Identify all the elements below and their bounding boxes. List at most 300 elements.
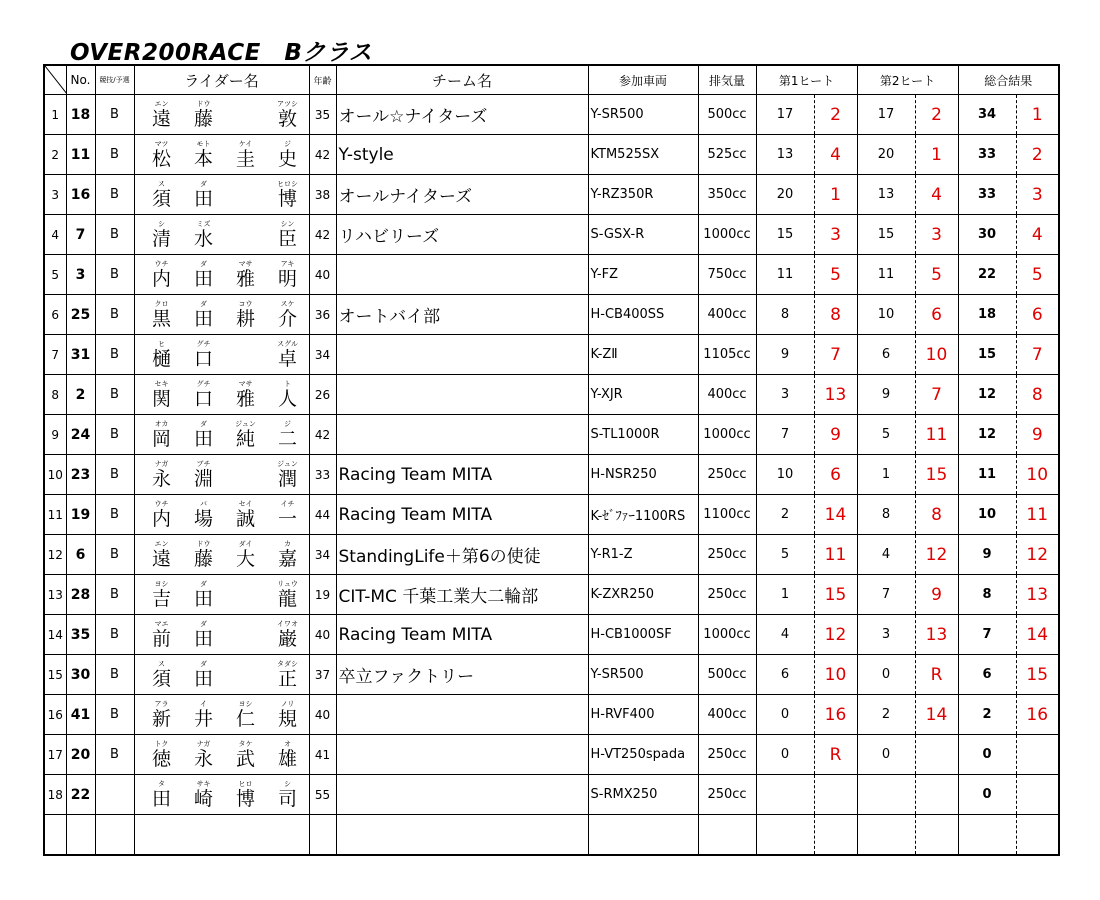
heat1-rank: 16 (814, 695, 857, 735)
heat1-points: 0 (756, 695, 814, 735)
kanji: 史 (277, 147, 297, 170)
total-rank: 16 (1016, 695, 1059, 735)
furigana: スグル (277, 339, 298, 348)
furigana: ケイ (238, 139, 253, 148)
furigana: トク (154, 739, 169, 748)
cc-cell: 1100cc (698, 495, 756, 535)
furigana: ダ (200, 579, 207, 588)
total-points: 6 (958, 655, 1016, 695)
team-cell (336, 255, 588, 295)
header-age: 年齢 (309, 65, 336, 95)
empty-cell (756, 815, 814, 856)
kanji: 内 (151, 507, 171, 530)
heat1-rank (814, 775, 857, 815)
rider-number: 3 (66, 255, 95, 295)
kanji: 博 (235, 787, 255, 810)
header-heat2: 第2ヒート (857, 65, 958, 95)
heat1-points: 6 (756, 655, 814, 695)
class-cell: B (95, 455, 134, 495)
row-index: 3 (44, 175, 66, 215)
furigana: ヒ (158, 339, 165, 348)
total-rank: 1 (1016, 95, 1059, 135)
kanji: 藤 (193, 107, 213, 130)
bike-cell: H-RVF400 (588, 695, 698, 735)
total-rank: 12 (1016, 535, 1059, 575)
bike-cell: Y-R1-Z (588, 535, 698, 575)
kanji: 人 (277, 387, 297, 410)
heat1-points: 5 (756, 535, 814, 575)
name-char (183, 461, 225, 489)
cc-cell: 1000cc (698, 215, 756, 255)
name-char (267, 661, 309, 689)
heat1-points: 1 (756, 575, 814, 615)
furigana (225, 341, 267, 350)
name-char (141, 661, 183, 689)
furigana: シ (158, 219, 165, 228)
furigana: ウチ (154, 499, 169, 508)
team-cell (336, 735, 588, 775)
kanji: 田 (193, 427, 213, 450)
name-char (183, 261, 225, 289)
total-rank: 9 (1016, 415, 1059, 455)
furigana: ス (158, 659, 165, 668)
kanji: 田 (193, 187, 213, 210)
row-index: 15 (44, 655, 66, 695)
table-row (44, 135, 1059, 175)
name-char (267, 621, 309, 649)
heat2-rank: 5 (915, 255, 958, 295)
heat1-points: 20 (756, 175, 814, 215)
corner-cell (44, 65, 66, 95)
heat1-rank: 2 (814, 95, 857, 135)
bike-cell: K-ｾﾞﾌｧｰ1100RS (588, 495, 698, 535)
age-cell: 42 (309, 135, 336, 175)
kanji: 臣 (277, 227, 297, 250)
cc-cell: 1000cc (698, 615, 756, 655)
furigana (225, 621, 267, 630)
row-index: 5 (44, 255, 66, 295)
name-char (183, 181, 225, 209)
total-points: 7 (958, 615, 1016, 655)
heat2-rank: 13 (915, 615, 958, 655)
furigana: ト (284, 379, 291, 388)
heat1-rank: 12 (814, 615, 857, 655)
furigana: セキ (154, 379, 169, 388)
kanji: 博 (277, 187, 297, 210)
kanji: 敦 (277, 107, 297, 130)
rider-name-cell (134, 375, 309, 415)
bike-cell: H-CB1000SF (588, 615, 698, 655)
empty-cell (66, 815, 95, 856)
rider-number: 2 (66, 375, 95, 415)
rider-number: 22 (66, 775, 95, 815)
table-row (44, 615, 1059, 655)
furigana: タケ (238, 739, 253, 748)
furigana: ジ (284, 419, 291, 428)
heat2-rank: 12 (915, 535, 958, 575)
furigana: ウチ (154, 259, 169, 268)
name-char (267, 461, 309, 489)
kanji: 潤 (277, 467, 297, 490)
name-char (267, 581, 309, 609)
rider-name-cell (134, 695, 309, 735)
heat1-rank: 3 (814, 215, 857, 255)
kanji: 遠 (151, 107, 171, 130)
age-cell: 36 (309, 295, 336, 335)
total-points: 8 (958, 575, 1016, 615)
heat1-rank: 4 (814, 135, 857, 175)
name-char (141, 741, 183, 769)
name-char (225, 101, 267, 129)
kanji: 卓 (277, 347, 297, 370)
kanji: 田 (151, 787, 171, 810)
heat1-points: 9 (756, 335, 814, 375)
heat2-points: 9 (857, 375, 915, 415)
kanji: 誠 (235, 507, 255, 530)
kanji: 黒 (151, 307, 171, 330)
total-rank: 7 (1016, 335, 1059, 375)
furigana (225, 461, 267, 470)
rider-name (141, 501, 309, 529)
furigana: コウ (238, 299, 253, 308)
rider-number: 6 (66, 535, 95, 575)
team-cell: 卒立ファクトリー (336, 655, 588, 695)
name-char (267, 141, 309, 169)
kanji: 規 (277, 707, 297, 730)
table-row (44, 455, 1059, 495)
team-cell: Racing Team MITA (336, 455, 588, 495)
furigana: タ (158, 779, 165, 788)
rider-name (141, 341, 309, 369)
diagonal-line (45, 66, 66, 94)
rider-name (141, 661, 309, 689)
name-char (225, 741, 267, 769)
name-char (183, 301, 225, 329)
name-char (267, 181, 309, 209)
team-cell: リハビリーズ (336, 215, 588, 255)
total-rank: 13 (1016, 575, 1059, 615)
name-char (141, 421, 183, 449)
kanji: 井 (193, 707, 213, 730)
heat2-points: 1 (857, 455, 915, 495)
furigana: イワオ (277, 619, 298, 628)
kanji: 純 (235, 427, 255, 450)
name-char (183, 381, 225, 409)
name-char (267, 221, 309, 249)
name-char (183, 141, 225, 169)
kanji: 水 (193, 227, 213, 250)
heat2-points: 7 (857, 575, 915, 615)
age-cell: 34 (309, 535, 336, 575)
total-points: 10 (958, 495, 1016, 535)
total-points: 15 (958, 335, 1016, 375)
heat2-rank: R (915, 655, 958, 695)
furigana: ダ (200, 179, 207, 188)
rider-name-cell (134, 415, 309, 455)
kanji: 本 (193, 147, 213, 170)
class-cell: B (95, 215, 134, 255)
cc-cell: 500cc (698, 655, 756, 695)
furigana: シン (280, 219, 295, 228)
rider-name (141, 461, 309, 489)
heat1-points: 4 (756, 615, 814, 655)
heat1-rank: 5 (814, 255, 857, 295)
total-rank: 14 (1016, 615, 1059, 655)
age-cell: 42 (309, 415, 336, 455)
rider-name (141, 621, 309, 649)
name-char (225, 181, 267, 209)
heat1-rank: 8 (814, 295, 857, 335)
row-index: 8 (44, 375, 66, 415)
kanji: 淵 (193, 467, 213, 490)
furigana: グチ (196, 379, 211, 388)
kanji: 龍 (277, 587, 297, 610)
empty-row (44, 815, 1059, 856)
rider-name-cell (134, 455, 309, 495)
furigana: シ (284, 779, 291, 788)
name-char (267, 541, 309, 569)
heat2-rank: 14 (915, 695, 958, 735)
row-index: 4 (44, 215, 66, 255)
class-cell: B (95, 695, 134, 735)
team-cell (336, 375, 588, 415)
total-rank: 10 (1016, 455, 1059, 495)
name-char (225, 141, 267, 169)
empty-cell (814, 815, 857, 856)
rider-name (141, 301, 309, 329)
furigana: アキ (280, 259, 295, 268)
kanji: 介 (277, 307, 297, 330)
name-char (141, 221, 183, 249)
header-bike: 参加車両 (588, 65, 698, 95)
furigana: アラ (154, 699, 169, 708)
page-title: OVER200RACE Bクラス (70, 40, 373, 66)
name-char (141, 501, 183, 529)
age-cell: 40 (309, 615, 336, 655)
table-row (44, 95, 1059, 135)
row-index: 11 (44, 495, 66, 535)
age-cell: 38 (309, 175, 336, 215)
heat1-rank: 13 (814, 375, 857, 415)
furigana: ダ (200, 419, 207, 428)
name-char (183, 101, 225, 129)
heat2-rank: 3 (915, 215, 958, 255)
name-char (225, 461, 267, 489)
furigana: ダ (200, 619, 207, 628)
heat1-rank: 7 (814, 335, 857, 375)
name-char (225, 621, 267, 649)
bike-cell: H-VT250spada (588, 735, 698, 775)
age-cell: 33 (309, 455, 336, 495)
rider-name-cell (134, 535, 309, 575)
bike-cell: S-GSX-R (588, 215, 698, 255)
total-rank: 3 (1016, 175, 1059, 215)
heat2-rank: 11 (915, 415, 958, 455)
class-cell: B (95, 335, 134, 375)
header-row (44, 65, 1059, 95)
heat2-points: 11 (857, 255, 915, 295)
furigana: ドウ (196, 539, 211, 548)
furigana: クロ (154, 299, 169, 308)
team-cell: StandingLife＋第6の使徒 (336, 535, 588, 575)
table-row (44, 775, 1059, 815)
kanji: 田 (193, 307, 213, 330)
rider-name-cell (134, 175, 309, 215)
heat1-points: 2 (756, 495, 814, 535)
total-rank: 6 (1016, 295, 1059, 335)
rider-name (141, 421, 309, 449)
cc-cell: 350cc (698, 175, 756, 215)
rider-number: 18 (66, 95, 95, 135)
team-cell (336, 335, 588, 375)
heat2-points: 0 (857, 735, 915, 775)
table-body (44, 95, 1059, 856)
name-char (141, 261, 183, 289)
table-row (44, 295, 1059, 335)
age-cell: 42 (309, 215, 336, 255)
row-index: 1 (44, 95, 66, 135)
table-row (44, 495, 1059, 535)
furigana: ミズ (196, 219, 211, 228)
rider-number: 28 (66, 575, 95, 615)
row-index: 9 (44, 415, 66, 455)
row-index: 16 (44, 695, 66, 735)
name-char (225, 581, 267, 609)
class-cell: B (95, 175, 134, 215)
rider-name (141, 581, 309, 609)
table-row (44, 375, 1059, 415)
furigana: エン (154, 539, 169, 548)
header-cc: 排気量 (698, 65, 756, 95)
name-char (267, 301, 309, 329)
furigana: アツシ (277, 99, 298, 108)
heat1-points: 8 (756, 295, 814, 335)
empty-cell (1016, 815, 1059, 856)
kanji: 仁 (235, 707, 255, 730)
kanji: 雅 (235, 267, 255, 290)
kanji: 明 (277, 267, 297, 290)
heat2-rank (915, 775, 958, 815)
heat2-rank: 6 (915, 295, 958, 335)
age-cell: 19 (309, 575, 336, 615)
heat1-rank: 6 (814, 455, 857, 495)
furigana: ダ (200, 659, 207, 668)
kanji: 田 (193, 627, 213, 650)
kanji: 岡 (151, 427, 171, 450)
name-char (183, 501, 225, 529)
heat2-points: 3 (857, 615, 915, 655)
team-cell: オール☆ナイターズ (336, 95, 588, 135)
heat2-points: 15 (857, 215, 915, 255)
kanji: 遠 (151, 547, 171, 570)
furigana: ダイ (238, 539, 253, 548)
header-rider: ライダー名 (134, 65, 309, 95)
name-char (225, 541, 267, 569)
empty-cell (44, 815, 66, 856)
row-index: 7 (44, 335, 66, 375)
rider-name-cell (134, 495, 309, 535)
bike-cell: K-ZXR250 (588, 575, 698, 615)
heat2-points: 2 (857, 695, 915, 735)
furigana: イチ (280, 499, 295, 508)
kanji: 雄 (277, 747, 297, 770)
kanji: 田 (193, 267, 213, 290)
rider-name-cell (134, 775, 309, 815)
bike-cell: KTM525SX (588, 135, 698, 175)
furigana: サキ (196, 779, 211, 788)
age-cell: 40 (309, 255, 336, 295)
kanji: 須 (151, 667, 171, 690)
furigana (225, 581, 267, 590)
kanji: 巌 (277, 627, 297, 650)
heat2-points: 8 (857, 495, 915, 535)
kanji: 場 (193, 507, 213, 530)
bike-cell: Y-SR500 (588, 655, 698, 695)
table-row (44, 415, 1059, 455)
heat2-rank: 1 (915, 135, 958, 175)
age-cell: 26 (309, 375, 336, 415)
rider-name (141, 381, 309, 409)
total-points: 33 (958, 175, 1016, 215)
name-char (225, 781, 267, 809)
name-char (225, 501, 267, 529)
rider-number: 19 (66, 495, 95, 535)
heat1-rank: 15 (814, 575, 857, 615)
total-rank: 2 (1016, 135, 1059, 175)
heat1-points: 7 (756, 415, 814, 455)
furigana: ヨシ (238, 699, 253, 708)
heat1-rank: 11 (814, 535, 857, 575)
furigana: ナガ (154, 459, 169, 468)
furigana (225, 661, 267, 670)
heat2-points: 4 (857, 535, 915, 575)
cc-cell: 400cc (698, 295, 756, 335)
furigana: ヒロシ (277, 179, 298, 188)
kanji: 二 (277, 427, 297, 450)
empty-cell (588, 815, 698, 856)
name-char (183, 581, 225, 609)
furigana: ノリ (280, 699, 295, 708)
cc-cell: 250cc (698, 775, 756, 815)
rider-name (141, 741, 309, 769)
name-char (141, 381, 183, 409)
table-row (44, 695, 1059, 735)
furigana: ジ (284, 139, 291, 148)
total-points: 9 (958, 535, 1016, 575)
row-index: 2 (44, 135, 66, 175)
results-table (43, 64, 1060, 856)
empty-cell (336, 815, 588, 856)
kanji: 須 (151, 187, 171, 210)
name-char (183, 621, 225, 649)
cc-cell: 525cc (698, 135, 756, 175)
furigana: ヨシ (154, 579, 169, 588)
class-cell: B (95, 415, 134, 455)
name-char (225, 701, 267, 729)
team-cell (336, 415, 588, 455)
class-cell: B (95, 615, 134, 655)
team-cell: オートバイ部 (336, 295, 588, 335)
rider-name-cell (134, 135, 309, 175)
furigana: タダシ (277, 659, 298, 668)
cc-cell: 250cc (698, 455, 756, 495)
row-index: 14 (44, 615, 66, 655)
furigana: ブチ (196, 459, 211, 468)
heat2-rank: 8 (915, 495, 958, 535)
heat1-points: 17 (756, 95, 814, 135)
empty-cell (698, 815, 756, 856)
bike-cell: Y-XJR (588, 375, 698, 415)
